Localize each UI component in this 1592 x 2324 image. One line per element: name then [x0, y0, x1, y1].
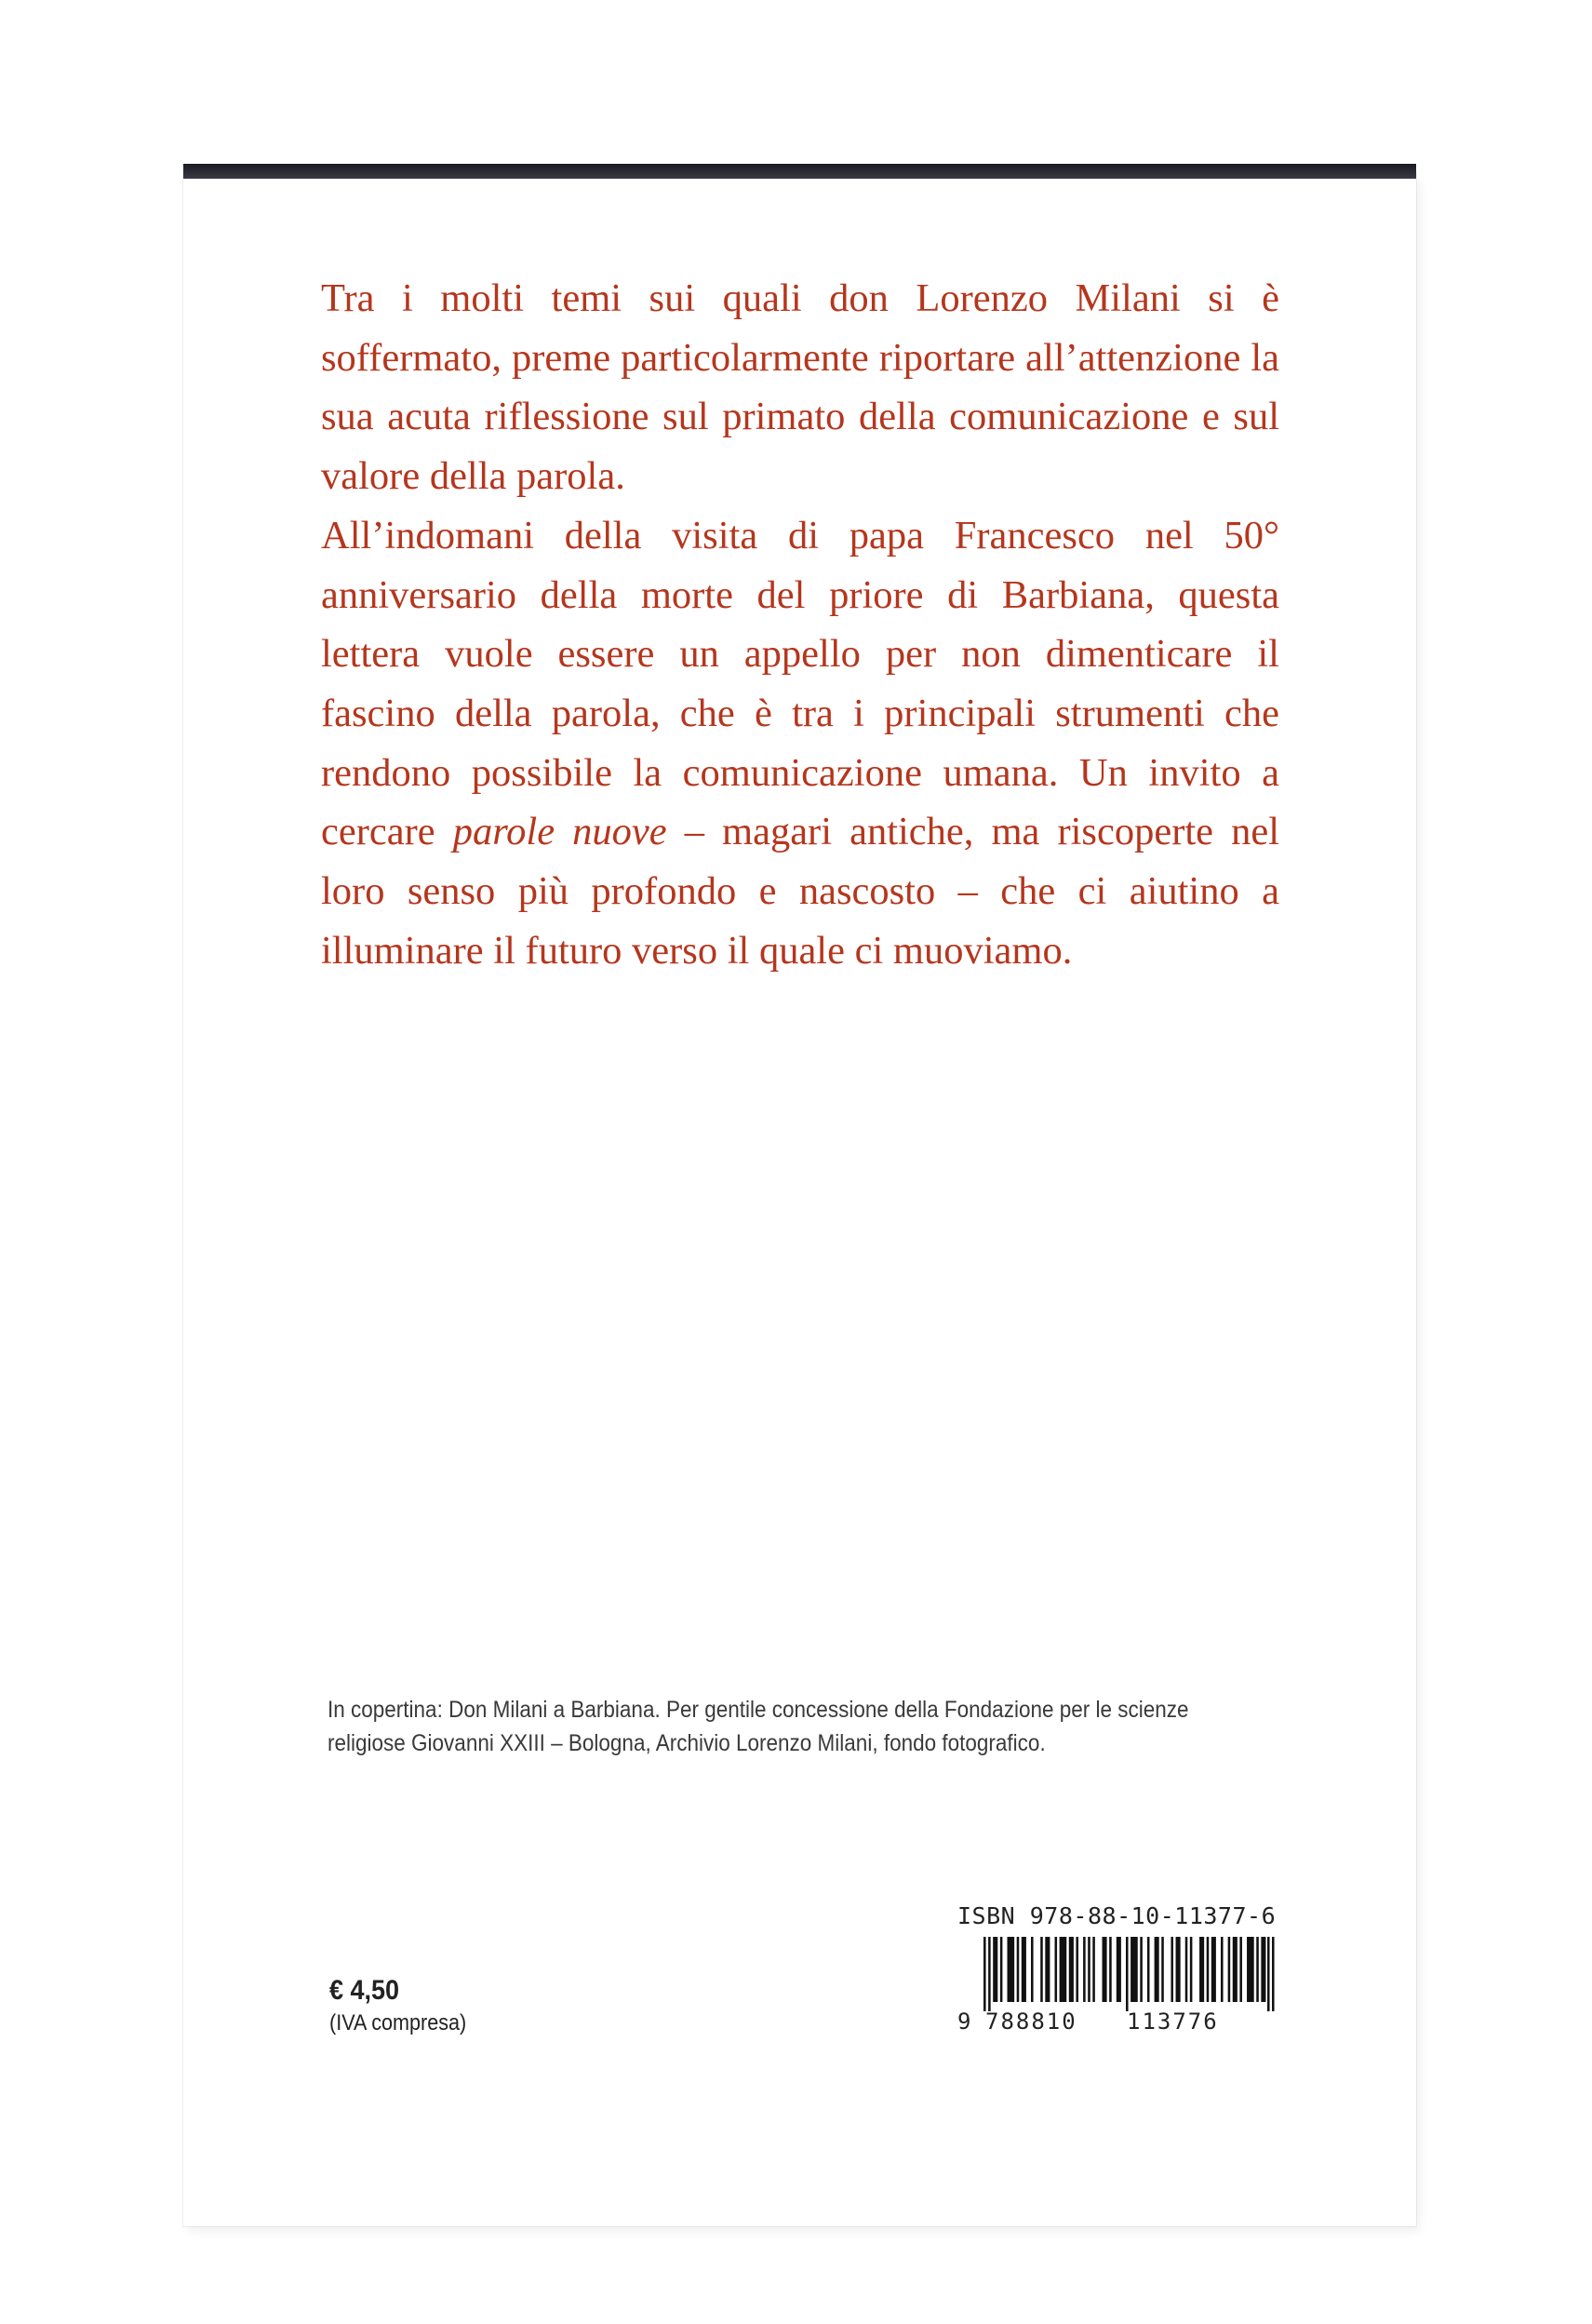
barcode-digits-left: 788810: [985, 2008, 1077, 2035]
blurb-p2-before: All’indomani della visita di papa Francesco nel 50° anniversario della morte del priore di Barbiana, questa lettera vuole essere un appello per non dimenticare il fascino della parola, che è tra i principali strumenti che rendono possibile la comunicazione umana. Un invito a cercare: [321, 513, 1279, 854]
barcode-image: [957, 1937, 1278, 2011]
blurb-text: [321, 269, 1279, 980]
cover-credit: [328, 1693, 1207, 1760]
book-back-cover: [183, 173, 1416, 2226]
cover-credit-line-1: In copertina: Don Milani a Barbiana. Per gentile concessione della Fondazione per le scienze: [328, 1697, 1189, 1723]
book-top-edge: [183, 164, 1416, 179]
barcode-digits-right: 113776: [1127, 2008, 1219, 2035]
blurb-p2-after: – magari antiche, ma riscoperte nel loro senso più profondo e nascosto – che ci aiutino a illuminare il futuro verso il quale ci muoviamo.: [321, 810, 1279, 973]
isbn-label: ISBN 978-88-10-11377-6: [957, 1902, 1277, 1929]
price-amount: € 4,50: [329, 1975, 400, 2006]
price-vat-note: (IVA compresa): [329, 2010, 467, 2035]
blurb-paragraph-1: Tra i molti temi sui quali don Lorenzo Milani si è soffermato, preme particolarmente riportare all’attenzione la sua acuta riflessione sul primato della comunicazione e sul valore della parola.: [321, 276, 1279, 499]
price-block: [329, 1975, 482, 2036]
blurb-p2-italic: parole nuove: [452, 810, 667, 854]
blurb-paragraph-2: [321, 506, 1279, 981]
barcode-digit-first: 9: [957, 2008, 971, 2035]
cover-credit-line-2: religiose Giovanni XXIII – Bologna, Archivio Lorenzo Milani, fondo fotografico.: [328, 1730, 1046, 1756]
